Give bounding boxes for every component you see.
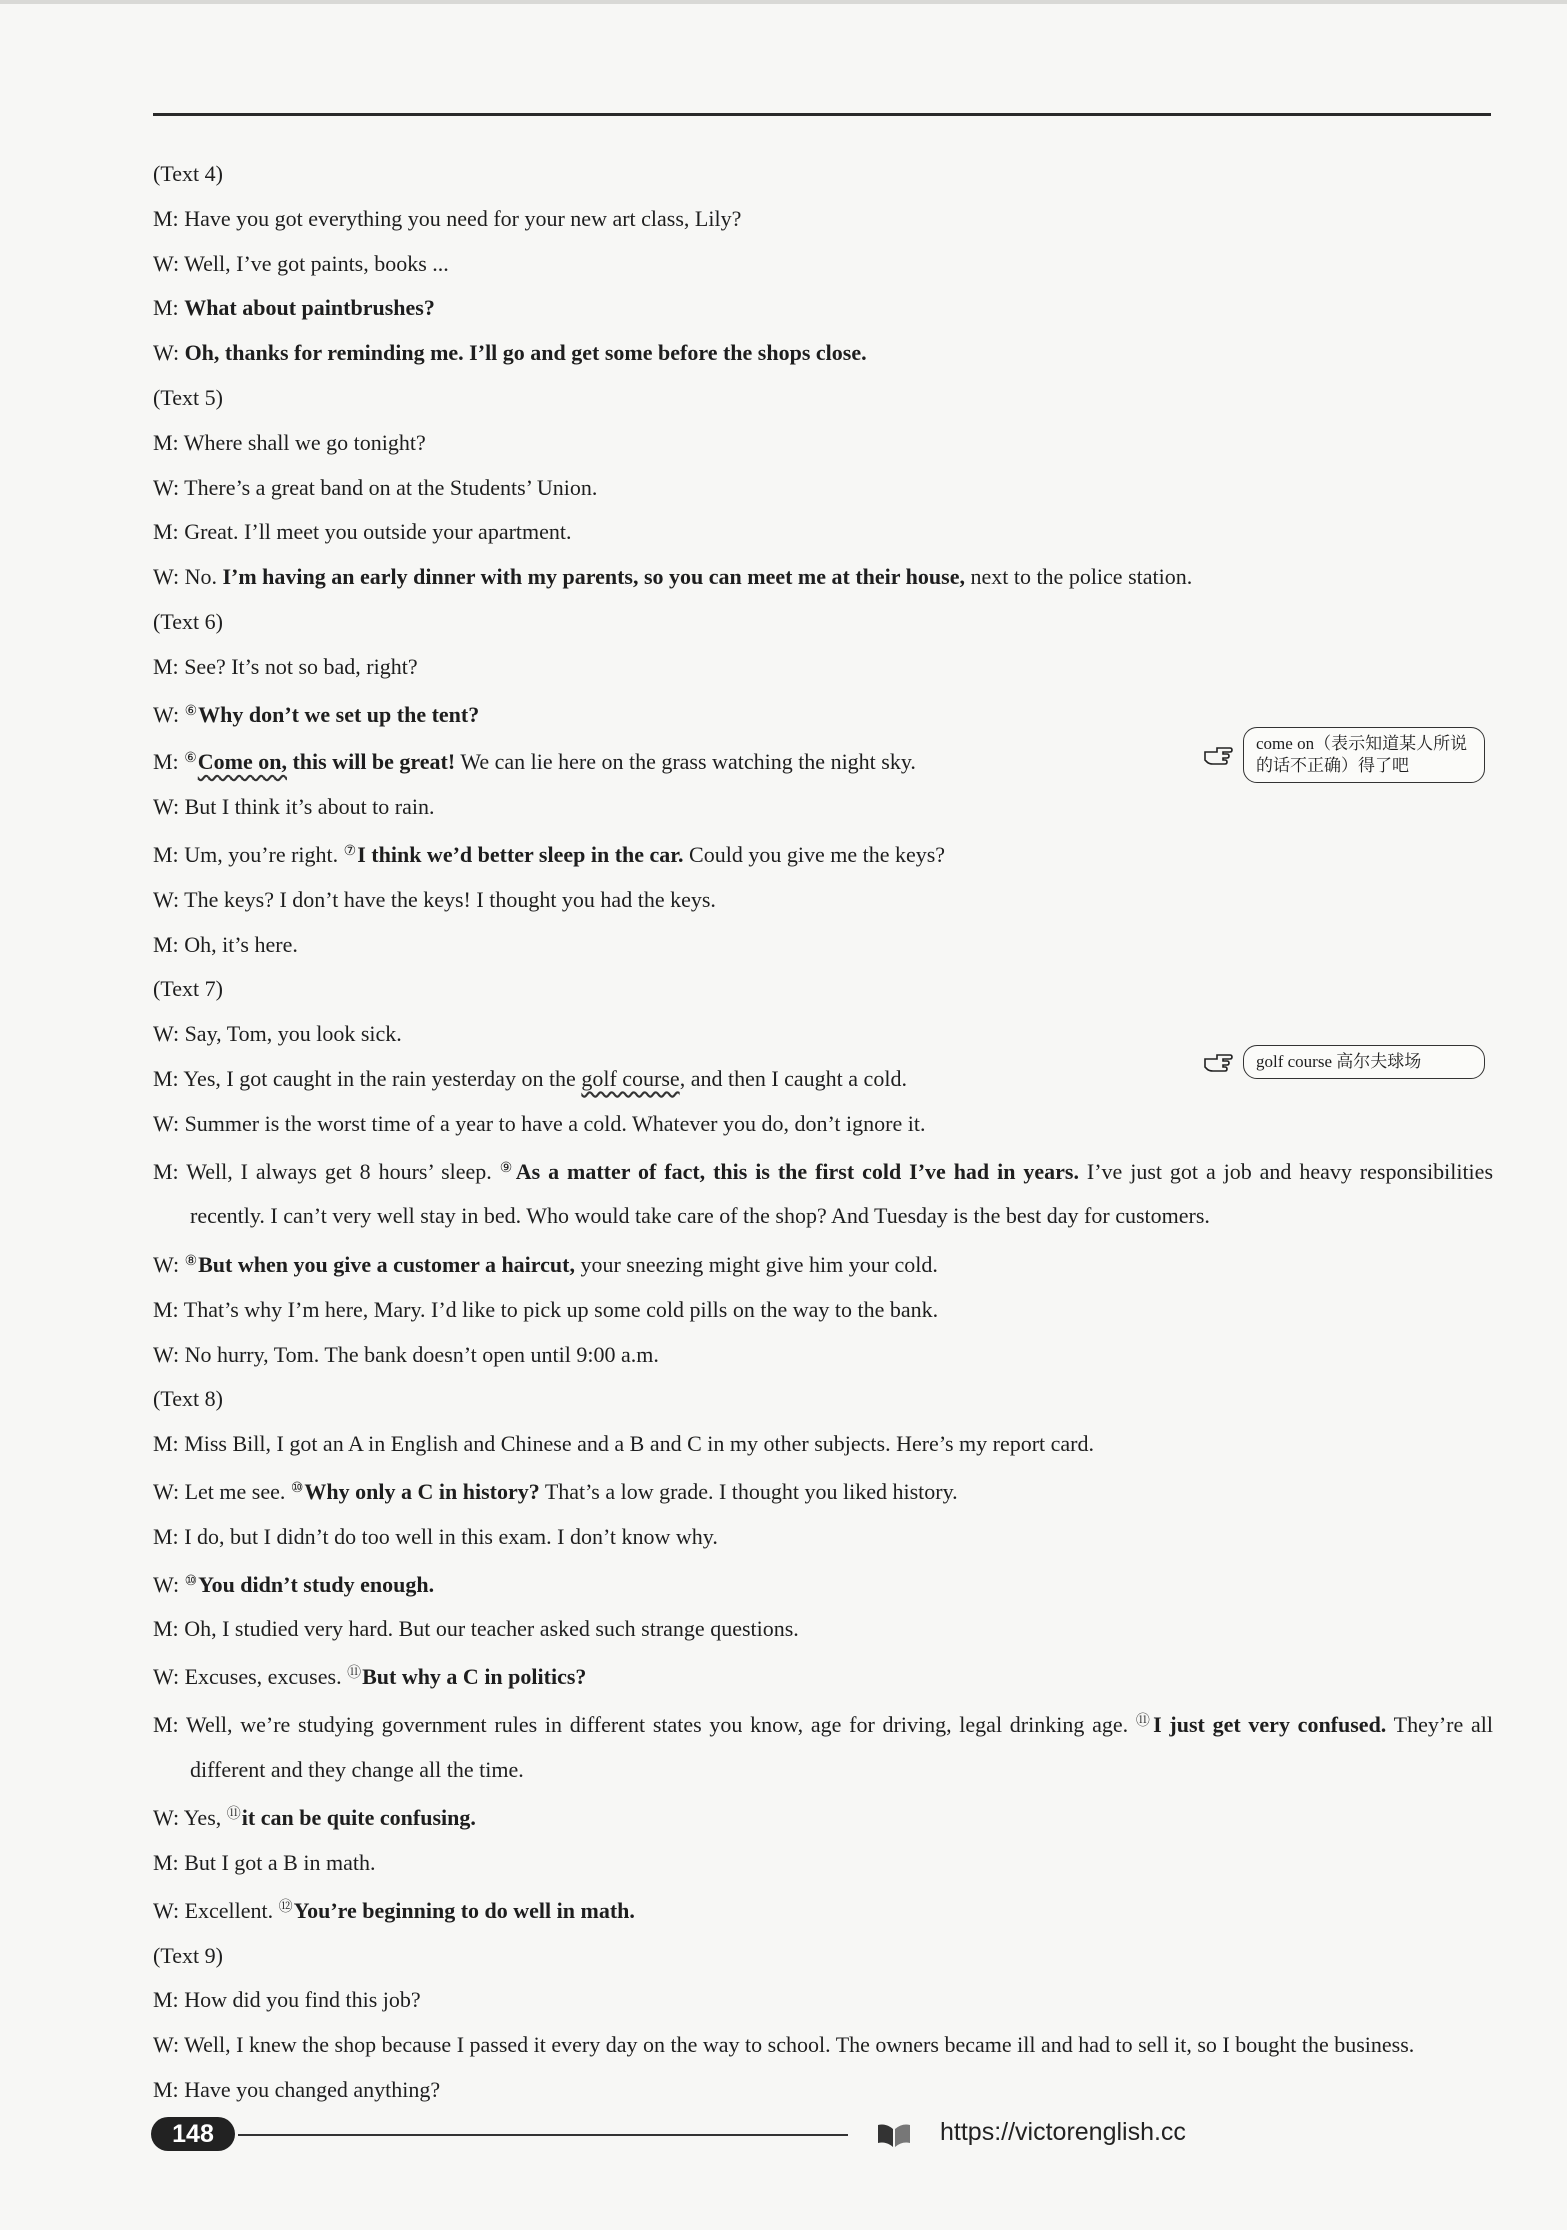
dialogue-text: Well, I’ve got paints, books ...: [179, 250, 449, 276]
dialogue-line: [153, 931, 1493, 959]
dialogue-text: Have you changed anything?: [178, 2077, 441, 2103]
dialogue-text: Well, we’re studying government rules in different states you know, age for driving, legal drinking age.: [178, 1711, 1136, 1737]
dialogue-text: I do, but I didn’t do too well in this exam. I don’t know why.: [178, 1523, 718, 1549]
dialogue-line: [153, 1475, 1493, 1506]
page-edge: [0, 0, 1567, 4]
dialogue-line: [153, 698, 1493, 729]
dialogue-text: [179, 1572, 185, 1597]
speaker-label: M:: [153, 429, 179, 455]
speaker-label: W:: [153, 340, 180, 366]
dialogue-text: Miss Bill, I got an A in English and Chinese and a B and C in my other subjects. Here’s my report card.: [178, 1431, 1094, 1457]
dialogue-text: Let me see.: [179, 1478, 291, 1504]
dialogue-text: They’re all different and they change all the time.: [190, 1711, 1493, 1782]
dialogue-text: How did you find this job?: [178, 1987, 421, 2013]
sentence-number: ⑩: [290, 1480, 304, 1496]
dialogue-line: [153, 429, 1493, 457]
dialogue-line: [153, 205, 1493, 233]
dialogue-line: [153, 1801, 1493, 1832]
speaker-label: M:: [153, 1065, 179, 1091]
dialogue-line: [153, 1660, 1493, 1691]
note-golf-course: [1203, 1045, 1485, 1079]
page-number: 148: [151, 2117, 235, 2151]
key-sentence: What about paintbrushes?: [184, 295, 435, 321]
footer-url[interactable]: https://victorenglish.cc: [940, 2118, 1186, 2146]
key-sentence: I just get very confused.: [1153, 1711, 1387, 1737]
text-section-header: (Text 9): [153, 1942, 223, 1968]
dialogue-text: Yes,: [179, 1805, 227, 1831]
speaker-label: W:: [153, 1110, 180, 1136]
dialogue-line: [153, 1147, 1493, 1240]
dialogue-text: Say, Tom, you look sick.: [179, 1021, 402, 1047]
text-section-header: (Text 7): [153, 976, 223, 1002]
dialogue-text: But I think it’s about to rain.: [179, 794, 435, 820]
dialogue-text: Great. I’ll meet you outside your apartment.: [178, 519, 572, 545]
speaker-label: M:: [153, 1616, 179, 1642]
dialogue-text: Excuses, excuses.: [179, 1664, 348, 1690]
speaker-label: W:: [153, 794, 180, 820]
dialogue-line: [153, 1568, 1493, 1599]
speaker-label: M:: [153, 1158, 179, 1184]
key-sentence: this will be great!: [286, 749, 456, 775]
note-golf-course-text: golf course 高尔夫球场: [1243, 1045, 1485, 1079]
dialogue-text: Summer is the worst time of a year to have a cold. Whatever you do, don’t ignore it.: [179, 1110, 926, 1136]
speaker-label: W:: [153, 474, 180, 500]
speaker-label: M:: [153, 841, 179, 867]
dialogue-line: [153, 2076, 1493, 2104]
dialogue-line: [153, 1110, 1493, 1138]
speaker-label: M:: [153, 1987, 179, 2013]
dialogue-line: [153, 838, 1493, 869]
dialogue-text: , and then I caught a cold.: [679, 1065, 907, 1091]
speaker-label: W:: [153, 1664, 180, 1690]
speaker-label: M:: [153, 1523, 179, 1549]
dialogue-line: [153, 793, 1493, 821]
dialogue-text: next to the police station.: [964, 564, 1193, 590]
speaker-label: M:: [153, 1431, 179, 1457]
sentence-number: ⑪: [347, 1666, 362, 1682]
text-section-header: (Text 6): [153, 608, 223, 634]
key-sentence: Oh, thanks for reminding me. I’ll go and get some before the shops close.: [184, 340, 867, 366]
dialogue-text: Could you give me the keys?: [683, 841, 946, 867]
dialogue-text: There’s a great band on at the Students’ Union.: [179, 474, 598, 500]
speaker-label: W:: [153, 564, 180, 590]
sentence-number: ⑥: [184, 703, 198, 719]
speaker-label: M:: [153, 205, 179, 231]
sentence-number: ⑪: [226, 1807, 241, 1823]
speaker-label: W:: [153, 701, 180, 727]
dialogue-line: [153, 2031, 1493, 2059]
sentence-number: ⑪: [1135, 1713, 1153, 1729]
dialogue-line: [153, 1849, 1493, 1877]
note-come-on: [1203, 727, 1485, 783]
key-sentence: But when you give a customer a haircut,: [198, 1251, 575, 1277]
dialogue-line: [153, 1020, 1493, 1048]
key-sentence: Come on,: [197, 749, 287, 775]
speaker-label: M:: [153, 295, 179, 321]
dialogue-text: No hurry, Tom. The bank doesn’t open until 9:00 a.m.: [179, 1341, 659, 1367]
speaker-label: M:: [153, 931, 179, 957]
key-sentence: Why don’t we set up the tent?: [198, 701, 480, 727]
dialogue-line: [153, 1296, 1493, 1324]
speaker-label: W:: [153, 1021, 180, 1047]
speaker-label: W:: [153, 1805, 180, 1831]
speaker-label: M:: [153, 2077, 179, 2103]
speaker-label: M:: [153, 519, 179, 545]
speaker-label: M:: [153, 653, 179, 679]
pointing-hand-icon: [1203, 1051, 1233, 1073]
dialogue-text: See? It’s not so bad, right?: [178, 653, 418, 679]
dialogue-line: [153, 339, 1493, 367]
speaker-label: W:: [153, 1251, 180, 1277]
key-sentence: But why a C in politics?: [362, 1664, 587, 1690]
dialogue-text: Yes, I got caught in the rain yesterday on the: [178, 1065, 582, 1091]
speaker-label: W:: [153, 1341, 180, 1367]
dialogue-text: golf course: [581, 1065, 680, 1091]
dialogue-text: Where shall we go tonight?: [178, 429, 426, 455]
dialogue-line: [153, 1341, 1493, 1369]
key-sentence: You didn’t study enough.: [198, 1571, 435, 1597]
dialogue-text: [179, 1252, 185, 1277]
dialogue-text: Um, you’re right.: [178, 841, 344, 867]
speaker-label: M:: [153, 1711, 179, 1737]
dialogue-line: [153, 1523, 1493, 1551]
speaker-label: W:: [153, 1897, 180, 1923]
dialogue-text: No.: [179, 564, 223, 590]
dialogue-line: [153, 1248, 1493, 1279]
footer-rule: [238, 2134, 848, 2136]
pointing-hand-icon: [1203, 744, 1233, 766]
text-section-header: (Text 4): [153, 161, 223, 186]
dialogue-text: Have you got everything you need for your new art class, Lily?: [178, 205, 742, 231]
dialogue-text: We can lie here on the grass watching the night sky.: [455, 749, 916, 775]
dialogue-line: [153, 294, 1493, 322]
dialogue-text: But I got a B in math.: [178, 1850, 376, 1876]
key-sentence: Why only a C in history?: [304, 1478, 540, 1504]
dialogue-text: Excellent.: [179, 1897, 279, 1923]
dialogue-text: That’s a low grade. I thought you liked history.: [539, 1478, 958, 1504]
key-sentence: it can be quite confusing.: [241, 1805, 476, 1831]
speaker-label: W:: [153, 1478, 180, 1504]
sentence-number: ⑩: [184, 1573, 198, 1589]
dialogue-line: [153, 886, 1493, 914]
speaker-label: W:: [153, 886, 180, 912]
key-sentence: I think we’d better sleep in the car.: [357, 841, 684, 867]
dialogue-line: [153, 1615, 1493, 1643]
dialogue-line: [153, 563, 1493, 591]
dialogue-text: I’ve just got a job and heavy responsibilities recently. I can’t very well stay in bed. Who would take care of the shop? And Tuesday is the best day for customers.: [190, 1158, 1493, 1229]
speaker-label: W:: [153, 250, 180, 276]
dialogue-text: Well, I knew the shop because I passed it every day on the way to school. The owners became ill and had to sell it, so I bought the business.: [179, 2032, 1415, 2058]
top-rule: [153, 113, 1491, 116]
sentence-number: ⑦: [343, 843, 357, 859]
speaker-label: M:: [153, 1850, 179, 1876]
text-section-header: (Text 8): [153, 1386, 223, 1412]
sentence-number: ⑫: [278, 1899, 293, 1915]
key-sentence: As a matter of fact, this is the first cold I’ve had in years.: [515, 1158, 1079, 1184]
transcript-body: [153, 160, 1493, 2121]
speaker-label: M:: [153, 749, 179, 775]
dialogue-line: [153, 474, 1493, 502]
dialogue-line: [153, 1894, 1493, 1925]
speaker-label: M:: [153, 1296, 179, 1322]
dialogue-text: [179, 702, 185, 727]
dialogue-text: Oh, I studied very hard. But our teacher asked such strange questions.: [178, 1616, 799, 1642]
key-sentence: I’m having an early dinner with my parents, so you can meet me at their house,: [222, 564, 965, 590]
dialogue-text: Oh, it’s here.: [178, 931, 298, 957]
text-section-header: (Text 5): [153, 384, 223, 410]
book-icon: [876, 2121, 912, 2149]
dialogue-text: That’s why I’m here, Mary. I’d like to pick up some cold pills on the way to the bank.: [178, 1296, 939, 1322]
key-sentence: You’re beginning to do well in math.: [293, 1897, 635, 1923]
speaker-label: W:: [153, 1571, 180, 1597]
sentence-number: ⑥: [184, 751, 197, 767]
dialogue-line: [153, 250, 1493, 278]
dialogue-text: your sneezing might give him your cold.: [574, 1251, 938, 1277]
dialogue-line: [153, 1986, 1493, 2014]
sentence-number: ⑧: [184, 1253, 198, 1269]
note-come-on-text: come on（表示知道某人所说的话不正确）得了吧: [1243, 727, 1485, 783]
dialogue-text: Well, I always get 8 hours’ sleep.: [178, 1158, 500, 1184]
dialogue-line: [153, 518, 1493, 546]
dialogue-line: [153, 653, 1493, 681]
speaker-label: W:: [153, 2032, 180, 2058]
sentence-number: ⑨: [499, 1160, 515, 1176]
dialogue-line: [153, 1700, 1493, 1793]
dialogue-text: The keys? I don’t have the keys! I thought you had the keys.: [179, 886, 716, 912]
dialogue-line: [153, 1430, 1493, 1458]
